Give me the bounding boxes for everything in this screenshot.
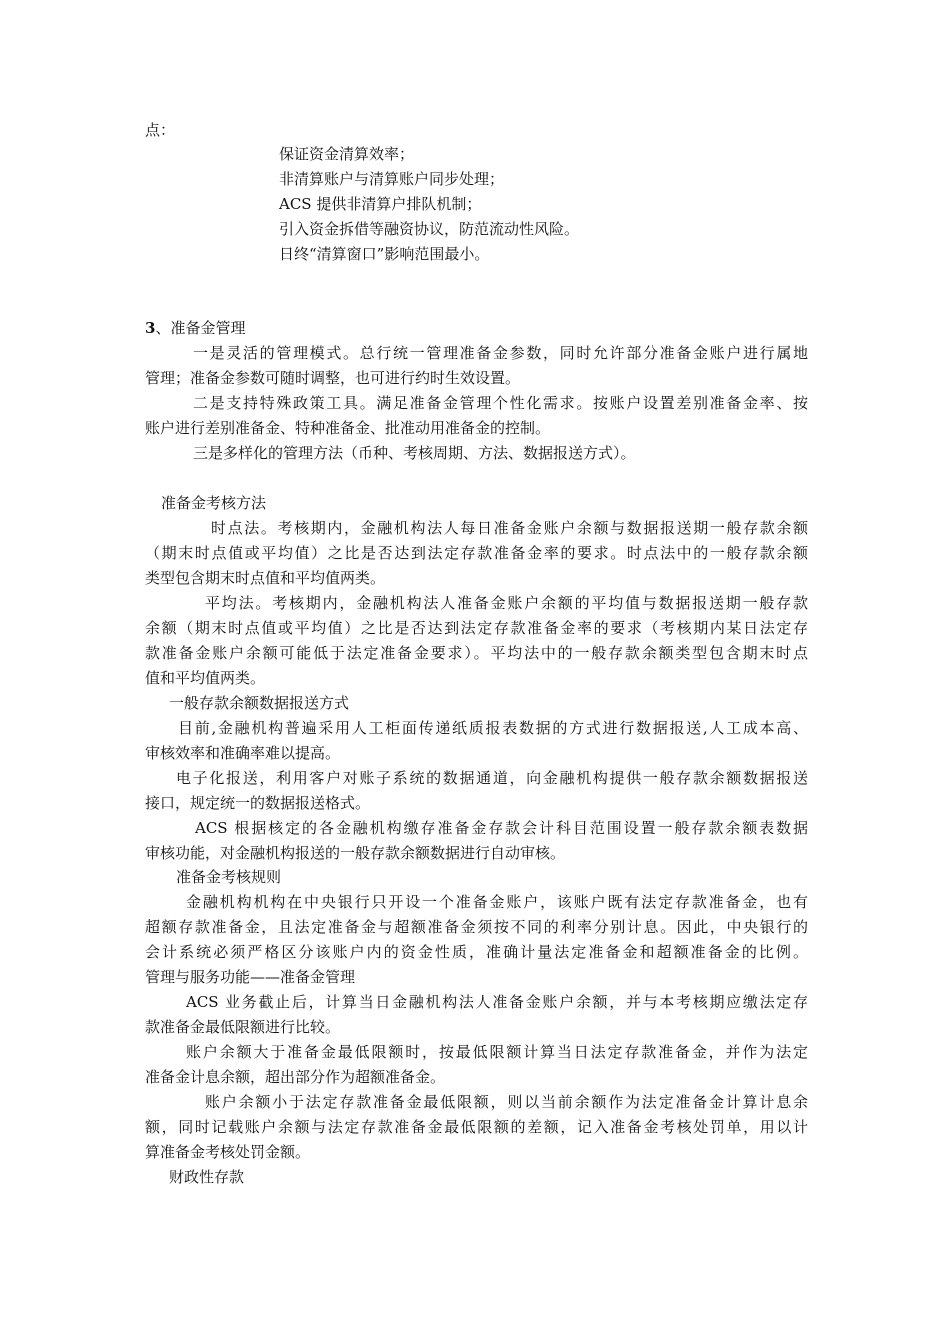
bullet-item: 引入资金拆借等融资协议，防范流动性风险。 (279, 220, 580, 238)
paragraph-line: 值和平均值两类。 (145, 669, 266, 687)
section-number: 3 (145, 319, 156, 337)
bullet-item: 非清算账户与清算账户同步处理； (279, 170, 505, 188)
paragraph-line: 平均法。考核期内，金融机构法人准备金账户余额的平均值与数据报送期一般存款 (205, 594, 808, 612)
paragraph-line: 算准备金考核处罚金额。 (145, 1143, 311, 1161)
paragraph-line: ACS 业务截止后，计算当日金融机构法人准备金账户余额，并与本考核期应缴法定存 (186, 993, 808, 1011)
paragraph-line: 一是灵活的管理模式。总行统一管理准备金参数，同时允许部分准备金账户进行属地 (193, 344, 808, 362)
paragraph-line: 目前,金融机构普遍采用人工柜面传递纸质报表数据的方式进行数据报送,人工成本高、 (178, 719, 808, 737)
paragraph-line: 款准备金账户余额可能低于法定准备金要求）。平均法中的一般存款余额类型包含期末时点 (145, 644, 808, 662)
paragraph-line: 三是多样化的管理方法（币种、考核周期、方法、数据报送方式）。 (193, 444, 636, 462)
subheading: 准备金考核规则 (176, 868, 282, 886)
paragraph-line: 接口，规定统一的数据报送格式。 (145, 794, 371, 812)
subheading: 一般存款余额数据报送方式 (169, 694, 350, 712)
paragraph-line: 准备金计息余额，超出部分作为超额准备金。 (145, 1068, 446, 1086)
subheading: 准备金考核方法 (161, 494, 267, 512)
bullet-item: 日终“清算窗口”影响范围最小。 (279, 245, 490, 263)
paragraph-line: 类型包含期末时点值和平均值两类。 (145, 569, 386, 587)
bullet-item: 保证资金清算效率； (279, 145, 415, 163)
paragraph-line: 审核功能，对金融机构报送的一般存款余额数据进行自动审核。 (145, 844, 566, 862)
paragraph-line: ACS 根据核定的各金融机构缴存准备金存款会计科目范围设置一般存款余额表数据 (195, 819, 808, 837)
paragraph-line: 二是支持特殊政策工具。满足准备金管理个性化需求。按账户设置差别准备金率、按 (193, 394, 808, 412)
paragraph-line: 账户余额小于法定存款准备金最低限额，则以当前余额作为法定准备金计算计息余 (205, 1093, 808, 1111)
paragraph-line: 额，同时记载账户余额与法定存款准备金最低限额的差额，记入准备金考核处罚单，用以计 (145, 1118, 808, 1136)
paragraph-line: （期末时点值或平均值）之比是否达到法定存款准备金率的要求。时点法中的一般存款余额 (145, 544, 808, 562)
paragraph-line: 款准备金最低限额进行比较。 (145, 1018, 341, 1036)
subheading: 财政性存款 (169, 1168, 245, 1186)
paragraph-line: 超额存款准备金，且法定准备金与超额准备金须按不同的利率分别计息。因此，中央银行的 (145, 918, 808, 936)
paragraph-line: 管理；准备金参数可随时调整，也可进行约时生效设置。 (145, 369, 521, 387)
paragraph-line: 账户余额大于准备金最低限额时，按最低限额计算当日法定存款准备金，并作为法定 (186, 1043, 808, 1061)
subheading: 管理与服务功能——准备金管理 (145, 968, 356, 986)
paragraph-line: 金融机构机构在中央银行只开设一个准备金账户，该账户既有法定存款准备金，也有 (186, 893, 808, 911)
paragraph-line: 会计系统必须严格区分该账户内的资金性质，准确计量法定准备金和超额准备金的比例。 (145, 943, 808, 961)
paragraph-line: 审核效率和准确率难以提高。 (145, 744, 341, 762)
paragraph-line: 时点法。考核期内，金融机构法人每日准备金账户余额与数据报送期一般存款余额 (211, 519, 808, 537)
paragraph-line: 余额（期末时点值或平均值）之比是否达到法定存款准备金率的要求（考核期内某日法定存 (145, 619, 808, 637)
paragraph-line: 电子化报送，利用客户对账子系统的数据通道，向金融机构提供一般存款余额数据报送 (176, 769, 808, 787)
paragraph-line: 账户进行差别准备金、特种准备金、批准动用准备金的控制。 (145, 419, 551, 437)
section-heading (145, 317, 245, 339)
section-title: 、准备金管理 (155, 319, 246, 337)
top-lead: 点： (145, 121, 176, 139)
bullet-item: ACS 提供非清算户排队机制； (279, 195, 482, 213)
